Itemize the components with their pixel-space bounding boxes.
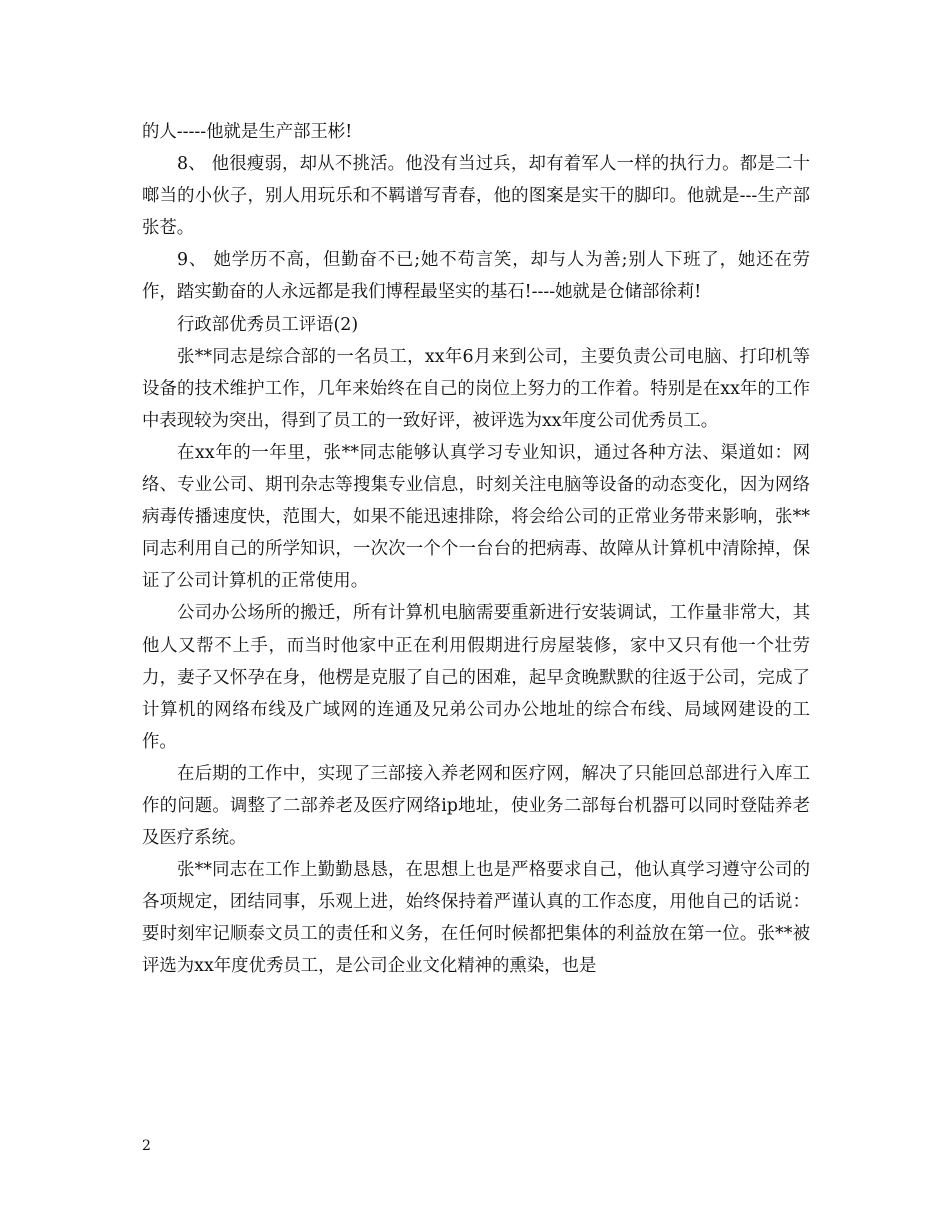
- page-number: 2: [142, 1138, 151, 1154]
- paragraph-intro: 张**同志是综合部的一名员工，xx年6月来到公司，主要负责公司电脑、打印机等设备的技术维护工作，几年来始终在自己的岗位上努力的工作着。特别是在xx年的工作中表现较为突出，得到了员工的一致好评，被评选为xx年度公司优秀员工。: [142, 346, 810, 431]
- paragraph-continuation: 的人-----他就是生产部王彬!: [142, 122, 353, 142]
- paragraph-attitude: 张**同志在工作上勤勤恳恳，在思想上也是严格要求自己，他认真学习遵守公司的各项规定，团结同事，乐观上进，始终保持着严谨认真的工作态度，用他自己的话说：要时刻牢记顺泰文员工的责任和义务，在任何时候都把集体的利益放在第一位。张**被评选为xx年度优秀员工，是公司企业文化精神的熏染，也是: [142, 860, 810, 977]
- paragraph-study: 在xx年的一年里，张**同志能够认真学习专业知识，通过各种方法、渠道如：网络、专业公司、期刊杂志等搜集专业信息，时刻关注电脑等设备的动态变化，因为网络病毒传播速度快，范围大，如果不能迅速排除，将会给公司的正常业务带来影响，张**同志利用自己的所学知识，一次次一个个一台台的把病毒、故障从计算机中清除掉，保证了公司计算机的正常使用。: [142, 442, 810, 592]
- paragraph-item-9: 9、 她学历不高，但勤奋不已;她不苟言笑，却与人为善;别人下班了，她还在劳作，踏实勤奋的人永远都是我们博程最坚实的基石!----她就是仓储部徐莉!: [142, 250, 810, 303]
- paragraph-item-8: 8、 他很瘦弱，却从不挑活。他没有当过兵，却有着军人一样的执行力。都是二十啷当的小伙子，别人用玩乐和不羁谱写青春，他的图案是实干的脚印。他就是---生产部张苍。: [142, 154, 810, 239]
- paragraph-later-work: 在后期的工作中，实现了三部接入养老网和医疗网，解决了只能回总部进行入库工作的问题。调整了二部养老及医疗网络ip地址，使业务二部每台机器可以同时登陆养老及医疗系统。: [142, 763, 810, 849]
- section-heading: 行政部优秀员工评语(2): [177, 314, 359, 335]
- document-body: [142, 116, 810, 983]
- paragraph-relocation: 公司办公场所的搬迁，所有计算机电脑需要重新进行安装调试，工作量非常大，其他人又帮不上手，而当时他家中正在利用假期进行房屋装修，家中又只有他一个壮劳力，妻子又怀孕在身，他楞是克服了自己的困难，起早贪晚默默的往返于公司，完成了计算机的网络布线及广域网的连通及兄弟公司办公地址的综合布线、局域网建设的工作。: [142, 603, 810, 752]
